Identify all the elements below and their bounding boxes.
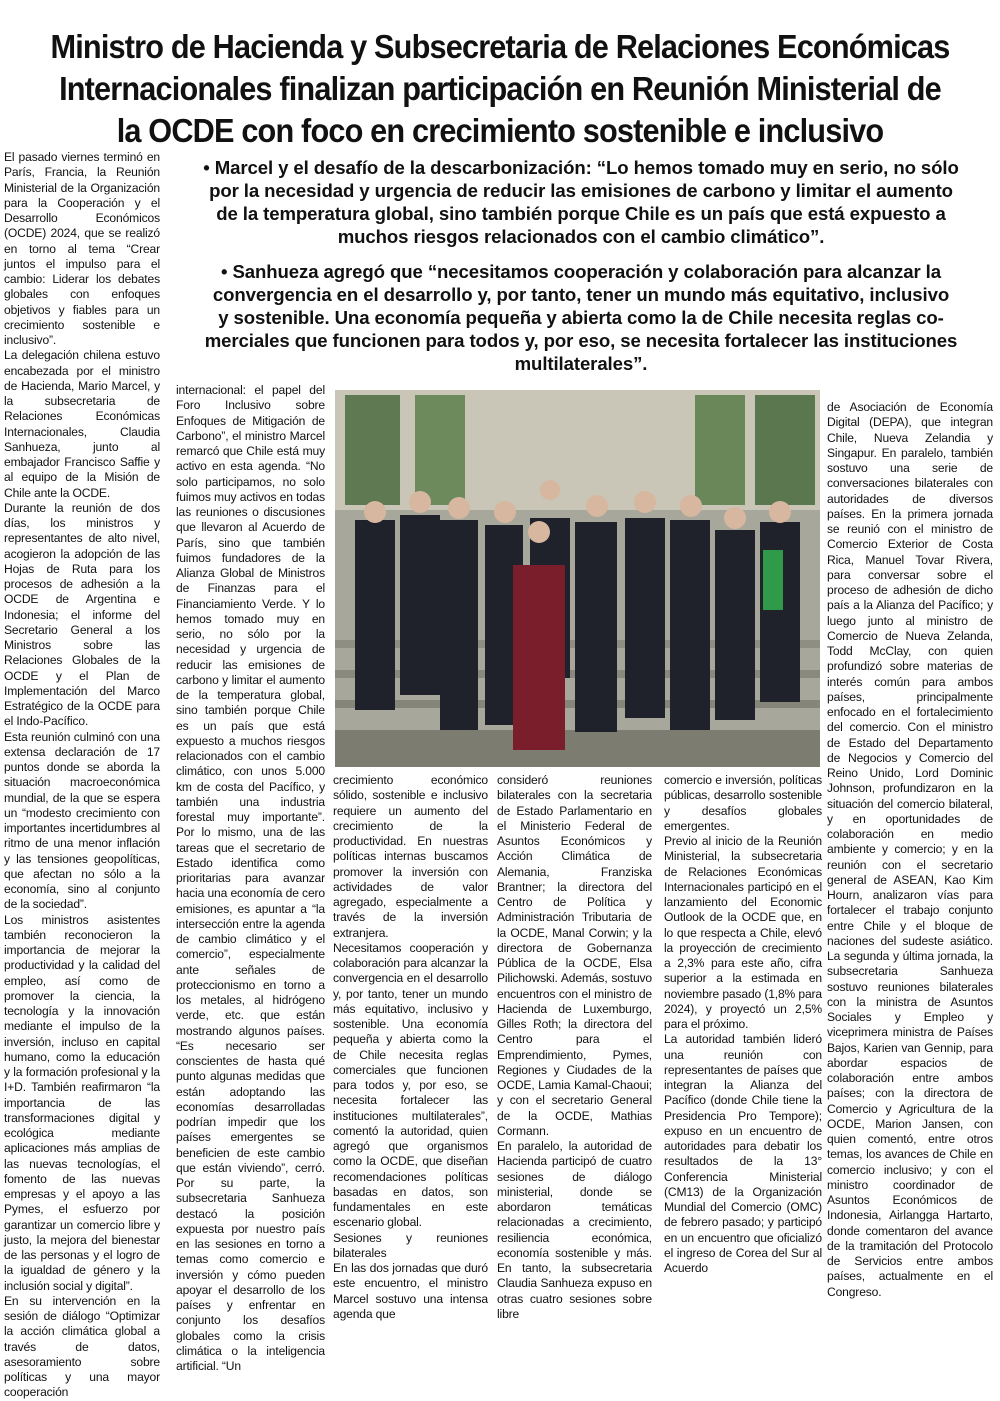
paragraph: La delegación chilena estuvo encabezada por el ministro de Hacienda, Mario Marcel, y la subsecretaria de Relaciones Económicas Internacionales, Claudia Sanhueza, junto al embajador Francisco Saffie y al equipo de la Misión de Chile ante la OCDE. [4,348,160,500]
headline-line: Internacionales finalizan participación en Reunión Ministerial de [59,70,941,108]
paragraph: Durante la reunión de dos días, los ministros y representantes de alto nivel, acogieron la adopción de las Hojas de Ruta para los procesos de adhesión a la OCDE de Argentina e Indonesia; el informe del Secretario General a los Ministros sobre las Relaciones Globales de la OCDE y el Plan de Implementación del Marco Estratégico de la OCDE para el Indo-Pacífico. [4,500,160,729]
article-column-6 [827,400,993,1299]
paragraph: La autoridad también lideró una reunión con representantes de países que integran la Alianza del Pacífico (donde Chile tiene la Presidencia Pro Tempore); expuso en un encuentro de autoridades para debatir los resultados de la 13° Conferencia Ministerial (CM13) de la Organización Mundial del Comercio (OMC) de febrero pasado; y participó en un encuentro que oficializó el ingreso de Corea del Sur al Acuerdo [664,1032,822,1275]
article-column-1 [4,150,160,1400]
paragraph: internacional: el papel del Foro Inclusivo sobre Enfoques de Mitigación de Carbono”, el ministro Marcel remarcó que Chile está muy activo en esta agenda. “No solo participamos, no solo fuimos muy activos en todas las reuniones o discusiones que llevaron al Acuerdo de París, sino que también fuimos fundadores de la Alianza Global de Ministros de Finanzas para el Financiamiento Verde. Y lo hemos tomado muy en serio, no sólo por la necesidad y urgencia de reducir las emisiones de carbono y limitar el aumento de la temperatura global, sino también porque Chile es un país que está expuesto a muchos riesgos relacionados con el cambio climático, con unos 5.000 km de costa del Pacífico, y también una industria forestal muy importante”. Por lo mismo, una de las tareas que el secretario de Estado identifica como prioritarias para avanzar hacia una economía de cero emisiones, es apuntar a “la intersección entre la agenda de cambio climático y el comercio”, especialmente ante señales de proteccionismo en torno a los metales, al hidrógeno verde, etc. que están mostrando algunos países. “Es necesario ser conscientes de hasta qué punto algunas medidas que están adoptando las economías desarrolladas podrían impedir que los países emergentes se beneficien de este cambio que están viviendo”, cerró. Por su parte, la subsecretaria Sanhueza destacó la posición expuesta por nuestro país en las sesiones en torno a temas como comercio e inversión y cómo pueden apoyar el desarrollo de los países y enfrentar en conjunto los desafíos globales como la crisis climática o la inteligencia artificial. “Un [176,383,325,1373]
paragraph: Previo al inicio de la Reunión Ministerial, la subsecretaria de Relaciones Económicas Internacionales participó en el lanzamiento del Economic Outlook de la OCDE que, en lo que respecta a Chile, elevó la proyección de crecimiento a 2,3% para este año, cifra superior a la estimada en noviembre pasado (1,8% para 2024), y proyectó un 2,5% para el próximo. [664,834,822,1031]
pullquote-line: • Sanhueza agregó que “necesitamos cooperación y colaboración para alcanzar la [221,261,941,282]
paragraph: Necesitamos cooperación y colaboración para alcanzar la convergencia en el desarrollo y, por tanto, tener un mundo más equitativo, inclusivo y sostenible. Una economía pequeña y abierta como la de Chile necesita reglas comerciales que funcionen para todos y, por eso, se necesita fortalecer las instituciones multilaterales”, comentó la autoridad, quien agregó que organismos como la OCDE, que diseñan recomendaciones políticas basadas en datos, son fundamentales en este escenario global. [333,940,488,1230]
paragraph: Los ministros asistentes también reconocieron la importancia de mejorar la productividad y la calidad del empleo, así como de promover la ciencia, la tecnología y la innovación mediante el impulso de la inversión, incluso en capital humano, como la educación y la formación profesional y la I+D. También reafirmaron “la importancia de las transformaciones digital y ecológica mediante aplicaciones más amplias de las nuevas tecnologías, el fomento de las nuevas empresas y el apoyo a las Pymes, el esfuerzo por garantizar un comercio libre y justo, la mejora del bienestar de las personas y el logro de la igualdad de género y la inclusión social y digital”. [4,912,160,1293]
pullquote-line: • Marcel y el desafío de la descarbonización: “Lo hemos tomado muy en serio, no sólo [203,157,959,178]
pullquote-line: merciales que funcionen para todos y, por eso, se necesita fortalecer las instituciones [204,330,958,351]
headline-line: Ministro de Hacienda y Subsecretaria de Relaciones Económicas [50,28,950,66]
paragraph: de Asociación de Economía Digital (DEPA), que integran Chile, Nueva Zelandia y Singapur. En paralelo, también sostuvo una serie de conversaciones bilaterales con autoridades de diversos países. En la primera jornada se reunió con el ministro de Comercio Exterior de Costa Rica, Manuel Tovar Rivera, para conversar sobre el proceso de adhesión de dicho país a la Alianza del Pacífico; y luego junto al ministro de Comercio de Nueva Zelanda, Todd McClay, con quien profundizó sobre materias de interés común para ambos países, principalmente enfocado en el fortalecimiento del comercio. Con el ministro de Estado del Departamento de Negocios y Comercio del Reino Unido, Lord Dominic Johnson, profundizaron en la situación del comercio bilateral, y en oportunidades de colaboración en medio ambiente y comercio; y en la reunión con el secretario general de ASEAN, Kao Kim Hourn, analizaron vías para fortalecer el trabajo conjunto entre Chile y el bloque de naciones del sudeste asiático. La segunda y última jornada, la subsecretaria Sanhueza sostuvo reuniones bilaterales con la ministra de Asuntos Sociales y Empleo y viceprimera ministra de Países Bajos, Karien van Gennip, para abordar espacios de colaboración entre ambos países; con la directora de Comercio y Agricultura de la OCDE, Marion Jansen, con quien comentó, entre otros temas, los avances de Chile en comercio inclusivo; y con el ministro coordinador de Asuntos Económicos de Indonesia, Airlangga Hartarto, donde comentaron del avance de la tramitación del Protocolo de Servicios entre ambos países, actualmente en el Congreso. [827,400,993,1299]
paragraph: consideró reuniones bilaterales con la secretaria de Estado Parlamentario en el Ministerio Federal de Asuntos Económicos y Acción Climática de Alemania, Franziska Brantner; la directora del Centro de Política y Administración Tributaria de la OCDE, Manal Corwin; y la directora de Gobernanza Pública de la OCDE, Elsa Pilichowski. Además, sostuvo encuentros con el ministro de Hacienda de Luxemburgo, Gilles Roth; la directora del Centro para el Emprendimiento, Pymes, Regiones y Ciudades de la OCDE, Lamia Kamal-Chaoui; y con el secretario General de la OCDE, Mathias Cormann. [497,773,652,1138]
pullquote-marcel [170,156,992,248]
pullquote-sanhueza [170,260,992,375]
paragraph: En su intervención en la sesión de diálogo “Optimizar la acción climática global a través de datos, asesoramiento sobre políticas y una mayor cooperación [4,1293,160,1400]
pullquote-line: convergencia en el desarrollo y, por tanto, tener un mundo más equitativo, inclusivo [212,284,950,305]
headline-line: la OCDE con foco en crecimiento sostenible e inclusivo [116,112,884,150]
pullquote-line: multilaterales”. [514,353,648,374]
headline [42,26,957,152]
paragraph: crecimiento económico sólido, sostenible e inclusivo requiere un aumento del crecimiento de la productividad. En nuestras políticas internas buscamos promover la inversión con actividades de valor agregado, especialmente a través de la inversión extranjera. [333,773,488,940]
pullquote-line: por la necesidad y urgencia de reducir las emisiones de carbono y limitar el aumento [209,180,953,201]
article-column-3 [333,773,488,1321]
paragraph: En las dos jornadas que duró este encuentro, el ministro Marcel sostuvo una intensa agenda que [333,1261,488,1321]
pullquote-line: y sostenible. Una economía pequeña y abierta como la de Chile necesita reglas co- [218,307,944,328]
pullquote-line: de la temperatura global, sino también porque Chile es un país que está expuesto a [216,203,946,224]
paragraph: En paralelo, la autoridad de Hacienda participó de cuatro sesiones de diálogo ministerial, donde se abordaron temáticas relacionadas a crecimiento, resiliencia económica, economía sostenible y más. En tanto, la subsecretaria Claudia Sanhueza expuso en otras cuatro sesiones sobre libre [497,1139,652,1321]
article-column-4 [497,773,652,1321]
delegation-group-photo [335,390,820,767]
article-column-5 [664,773,822,1275]
article-column-2 [176,383,325,1373]
pullquote-line: muchos riesgos relacionados con el cambio climático”. [337,226,825,247]
section-subheading: Sesiones y reuniones bilaterales [333,1230,488,1260]
paragraph: comercio e inversión, políticas públicas, desarrollo sostenible y desafíos globales emergentes. [664,773,822,833]
paragraph: Esta reunión culminó con una extensa declaración de 17 puntos donde se aborda la situación macroeconómica mundial, de la que se espera un “modesto crecimiento con importantes incertidumbres al ritmo de una menor inflación y las tensiones geopolíticas, que afectan no sólo a la economía, sino al conjunto de la sociedad”. [4,729,160,912]
paragraph: El pasado viernes terminó en París, Francia, la Reunión Ministerial de la Organización para la Cooperación y el Desarrollo Económicos (OCDE) 2024, que se realizó en torno al tema “Crear juntos el impulso para el cambio: Liderar los debates globales con enfoques objetivos y fiables para un crecimiento sostenible e inclusivo”. [4,150,160,347]
